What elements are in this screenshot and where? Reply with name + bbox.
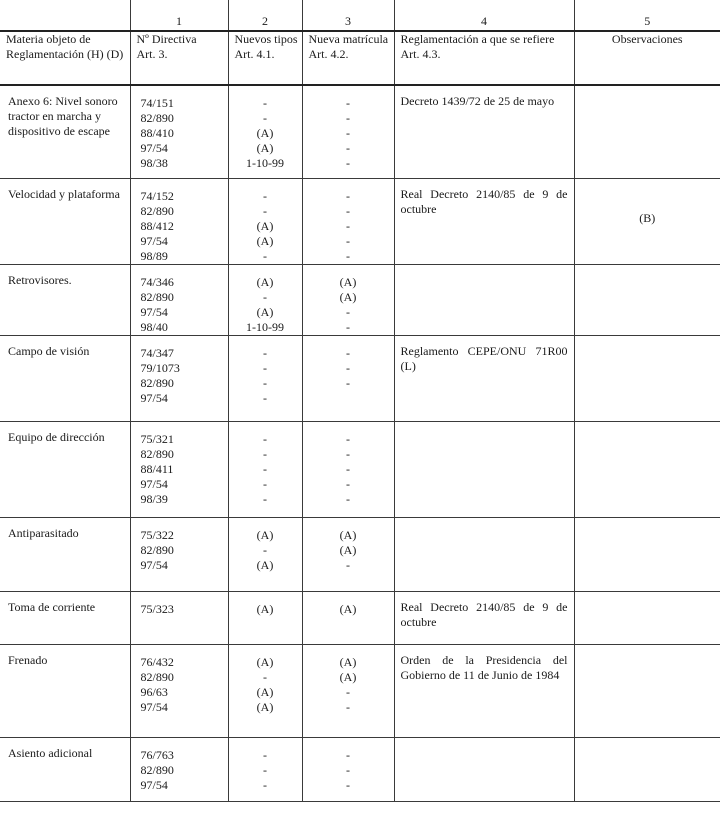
nueva-matricula-value: - <box>346 156 350 170</box>
table-header <box>0 0 720 85</box>
nuevos-tipos-value: - <box>263 96 267 110</box>
reglamentacion-cell <box>394 644 574 737</box>
nueva-matricula-cell <box>302 335 394 421</box>
nuevos-tipos-value: (A) <box>256 233 274 248</box>
directiva-cell <box>130 591 228 644</box>
nuevos-tipos-value: - <box>263 446 267 461</box>
directiva-number: 97/54 <box>140 777 168 792</box>
directiva-number: 97/54 <box>140 476 168 491</box>
column-number-0 <box>0 0 130 31</box>
directiva-number: 97/54 <box>140 699 168 714</box>
nueva-matricula-value: (A) <box>339 542 357 557</box>
nuevos-tipos-cell <box>228 178 302 264</box>
observaciones-cell <box>574 517 720 591</box>
nuevos-tipos-value: - <box>263 747 267 762</box>
reglamentacion-cell <box>394 264 574 335</box>
materia-text: Toma de corriente <box>8 599 96 614</box>
nueva-matricula-value: - <box>346 218 350 233</box>
directiva-number: 98/40 <box>140 319 168 334</box>
nueva-matricula-value: - <box>346 461 350 476</box>
table-row <box>0 85 720 178</box>
header-materia-line: Reglamentación (H) (D) <box>6 47 124 61</box>
nuevos-tipos-value: - <box>263 669 267 684</box>
nuevos-tipos-value: - <box>263 762 267 777</box>
nueva-matricula-cell <box>302 85 394 178</box>
reglamentacion-cell <box>394 591 574 644</box>
materia-text: Antiparasitado <box>8 525 79 540</box>
materia-cell <box>0 264 130 335</box>
header-materia <box>0 31 130 85</box>
nuevos-tipos-cell <box>228 421 302 517</box>
header-observaciones <box>574 31 720 85</box>
materia-cell <box>0 421 130 517</box>
nueva-matricula-cell <box>302 264 394 335</box>
nuevos-tipos-value: (A) <box>256 274 274 289</box>
observaciones-cell <box>574 264 720 335</box>
table-body <box>0 85 720 801</box>
observaciones-cell <box>574 644 720 737</box>
nuevos-tipos-cell <box>228 85 302 178</box>
nuevos-tipos-value: - <box>263 476 267 491</box>
nuevos-tipos-value: 1-10-99 <box>246 319 284 334</box>
nueva-matricula-value: - <box>346 96 350 110</box>
nueva-matricula-value: (A) <box>339 527 357 542</box>
nuevos-tipos-value: (A) <box>256 141 274 155</box>
table-row <box>0 178 720 264</box>
directiva-number: 88/411 <box>140 461 174 476</box>
nuevos-tipos-cell <box>228 517 302 591</box>
header-reglamentacion <box>394 31 574 85</box>
nuevos-tipos-value: (A) <box>256 699 274 714</box>
reglamentacion-cell <box>394 178 574 264</box>
table-row <box>0 264 720 335</box>
materia-cell <box>0 644 130 737</box>
directiva-number: 82/890 <box>140 111 174 125</box>
nuevos-tipos-cell <box>228 644 302 737</box>
materia-text: Frenado <box>8 652 48 667</box>
reglamentacion-cell <box>394 421 574 517</box>
observaciones-text: (B) <box>639 210 656 225</box>
directiva-number: 82/890 <box>140 203 174 218</box>
nuevos-tipos-value: (A) <box>256 684 274 699</box>
materia-text: Campo de visión <box>8 343 90 358</box>
directiva-number: 97/54 <box>140 557 168 572</box>
materia-text: Velocidad y plataforma <box>8 186 120 201</box>
observaciones-cell <box>574 421 720 517</box>
materia-cell <box>0 85 130 178</box>
nueva-matricula-value: - <box>346 360 350 375</box>
directiva-cell <box>130 178 228 264</box>
nueva-matricula-value: - <box>346 431 350 446</box>
materia-text: dispositivo de escape <box>8 124 110 138</box>
reglamentacion-text: Real Decreto 2140/85 de 9 de octubre <box>400 599 568 629</box>
nueva-matricula-value: - <box>346 762 350 777</box>
directiva-cell <box>130 421 228 517</box>
materia-cell <box>0 335 130 421</box>
directiva-number: 82/890 <box>140 669 174 684</box>
nuevos-tipos-value: - <box>263 203 267 218</box>
nueva-matricula-value: - <box>346 126 350 140</box>
table-row <box>0 421 720 517</box>
nueva-matricula-value: - <box>346 557 350 572</box>
directiva-cell <box>130 335 228 421</box>
observaciones-cell <box>574 737 720 801</box>
directiva-number: 82/890 <box>140 289 174 304</box>
nueva-matricula-value: - <box>346 248 350 263</box>
header-nuevos-tipos-line: Art. 4.1. <box>234 47 275 61</box>
directiva-number: 75/323 <box>140 601 174 616</box>
directiva-number: 88/410 <box>140 126 174 140</box>
nuevos-tipos-value: - <box>263 289 267 304</box>
nueva-matricula-value: - <box>346 699 350 714</box>
observaciones-cell <box>574 178 720 264</box>
nuevos-tipos-cell <box>228 335 302 421</box>
directiva-number: 79/1073 <box>140 360 180 375</box>
nueva-matricula-cell <box>302 517 394 591</box>
nuevos-tipos-value: - <box>263 111 267 125</box>
header-directiva-line: Nº Directiva <box>136 32 197 46</box>
nuevos-tipos-cell <box>228 591 302 644</box>
nuevos-tipos-value: - <box>263 461 267 476</box>
nueva-matricula-value: - <box>346 319 350 334</box>
nueva-matricula-value: - <box>346 345 350 360</box>
nuevos-tipos-value: - <box>263 345 267 360</box>
directiva-number: 74/152 <box>140 188 174 203</box>
nueva-matricula-value: - <box>346 446 350 461</box>
nuevos-tipos-value: (A) <box>256 654 274 669</box>
header-reglamentacion-line: Art. 4.3. <box>400 47 441 61</box>
nueva-matricula-cell <box>302 178 394 264</box>
directiva-number: 75/322 <box>140 527 174 542</box>
directiva-cell <box>130 264 228 335</box>
materia-cell <box>0 591 130 644</box>
nuevos-tipos-value: - <box>263 188 267 203</box>
header-nueva-matricula-line: Nueva matrícula <box>308 32 389 46</box>
column-header-row <box>0 31 720 85</box>
directiva-number: 98/38 <box>140 156 168 170</box>
nueva-matricula-value: - <box>346 233 350 248</box>
nueva-matricula-value: (A) <box>339 289 357 304</box>
table-row <box>0 335 720 421</box>
nueva-matricula-value: - <box>346 747 350 762</box>
nuevos-tipos-value: - <box>263 491 267 506</box>
nuevos-tipos-value: (A) <box>256 557 274 572</box>
nueva-matricula-value: - <box>346 203 350 218</box>
directiva-number: 82/890 <box>140 762 174 777</box>
column-number-3: 3 <box>302 0 394 31</box>
nuevos-tipos-value: - <box>263 390 267 405</box>
materia-text: Anexo 6: Nivel sonoro <box>8 94 118 108</box>
directiva-number: 82/890 <box>140 542 174 557</box>
nuevos-tipos-value: 1-10-99 <box>246 156 284 170</box>
materia-cell <box>0 737 130 801</box>
column-number-row <box>0 0 720 31</box>
directiva-cell <box>130 517 228 591</box>
directiva-number: 75/321 <box>140 431 174 446</box>
nueva-matricula-value: - <box>346 476 350 491</box>
reglamentacion-cell <box>394 737 574 801</box>
directiva-number: 98/39 <box>140 491 168 506</box>
nueva-matricula-value: - <box>346 777 350 792</box>
observaciones-cell <box>574 335 720 421</box>
observaciones-cell <box>574 591 720 644</box>
directiva-number: 98/89 <box>140 248 168 263</box>
nueva-matricula-cell <box>302 737 394 801</box>
directiva-number: 74/346 <box>140 274 174 289</box>
directiva-number: 96/63 <box>140 684 168 699</box>
materia-text: Equipo de dirección <box>8 429 105 444</box>
nuevos-tipos-value: (A) <box>256 218 274 233</box>
nuevos-tipos-value: (A) <box>256 527 274 542</box>
directiva-number: 76/432 <box>140 654 174 669</box>
reglamentacion-cell <box>394 517 574 591</box>
header-observaciones-line: Observaciones <box>611 32 683 46</box>
observaciones-cell <box>574 85 720 178</box>
header-nueva-matricula-line: Art. 4.2. <box>308 47 349 61</box>
nuevos-tipos-value: - <box>263 542 267 557</box>
table-row <box>0 737 720 801</box>
directiva-number: 76/763 <box>140 747 174 762</box>
materia-text: tractor en marcha y <box>8 109 101 123</box>
header-directiva-line: Art. 3. <box>136 47 168 61</box>
directiva-number: 97/54 <box>140 304 168 319</box>
nueva-matricula-value: - <box>346 304 350 319</box>
nuevos-tipos-value: - <box>263 360 267 375</box>
nueva-matricula-cell <box>302 644 394 737</box>
table-row <box>0 591 720 644</box>
directiva-number: 82/890 <box>140 375 174 390</box>
nuevos-tipos-value: - <box>263 431 267 446</box>
column-number-4: 4 <box>394 0 574 31</box>
nueva-matricula-value: - <box>346 188 350 203</box>
column-number-2: 2 <box>228 0 302 31</box>
table-row <box>0 517 720 591</box>
materia-text: Retrovisores. <box>8 272 72 287</box>
directiva-number: 82/890 <box>140 446 174 461</box>
column-number-1: 1 <box>130 0 228 31</box>
directiva-cell <box>130 644 228 737</box>
nueva-matricula-value: (A) <box>339 601 357 616</box>
column-number-5: 5 <box>574 0 720 31</box>
reglamentacion-text: Orden de la Presidencia del Gobierno de 11 de Junio de 1984 <box>400 652 568 682</box>
nueva-matricula-value: (A) <box>339 654 357 669</box>
directiva-number: 88/412 <box>140 218 174 233</box>
reglamentacion-cell <box>394 85 574 178</box>
nueva-matricula-value: - <box>346 111 350 125</box>
nuevos-tipos-value: - <box>263 248 267 263</box>
materia-cell <box>0 517 130 591</box>
directiva-number: 97/54 <box>140 390 168 405</box>
nuevos-tipos-value: - <box>263 375 267 390</box>
header-reglamentacion-line: Reglamentación a que se refiere <box>400 32 555 46</box>
directiva-cell <box>130 737 228 801</box>
materia-text: Asiento adicional <box>8 745 93 760</box>
nuevos-tipos-value: (A) <box>256 601 274 616</box>
nueva-matricula-value: - <box>346 375 350 390</box>
nuevos-tipos-value: (A) <box>256 304 274 319</box>
header-nuevos-tipos-line: Nuevos tipos <box>234 32 298 46</box>
header-nueva-matricula <box>302 31 394 85</box>
directiva-number: 74/347 <box>140 345 174 360</box>
directiva-number: 97/54 <box>140 233 168 248</box>
header-materia-line: Materia objeto de <box>6 32 91 46</box>
nuevos-tipos-cell <box>228 264 302 335</box>
nuevos-tipos-cell <box>228 737 302 801</box>
nueva-matricula-cell <box>302 591 394 644</box>
nueva-matricula-value: (A) <box>339 669 357 684</box>
nuevos-tipos-value: - <box>263 777 267 792</box>
reglamentacion-text: Decreto 1439/72 de 25 de mayo <box>400 94 555 108</box>
nueva-matricula-cell <box>302 421 394 517</box>
nuevos-tipos-value: (A) <box>256 126 274 140</box>
header-directiva <box>130 31 228 85</box>
directiva-cell <box>130 85 228 178</box>
directiva-number: 97/54 <box>140 141 168 155</box>
nueva-matricula-value: - <box>346 141 350 155</box>
nueva-matricula-value: - <box>346 684 350 699</box>
nueva-matricula-value: - <box>346 491 350 506</box>
nueva-matricula-value: (A) <box>339 274 357 289</box>
header-nuevos-tipos <box>228 31 302 85</box>
materia-cell <box>0 178 130 264</box>
table-row <box>0 644 720 737</box>
reglamentacion-cell <box>394 335 574 421</box>
directiva-number: 74/151 <box>140 96 174 110</box>
reglamentacion-text: Real Decreto 2140/85 de 9 de octubre <box>400 186 568 216</box>
reglamentacion-text: Reglamento CEPE/ONU 71R00 (L) <box>400 343 568 373</box>
